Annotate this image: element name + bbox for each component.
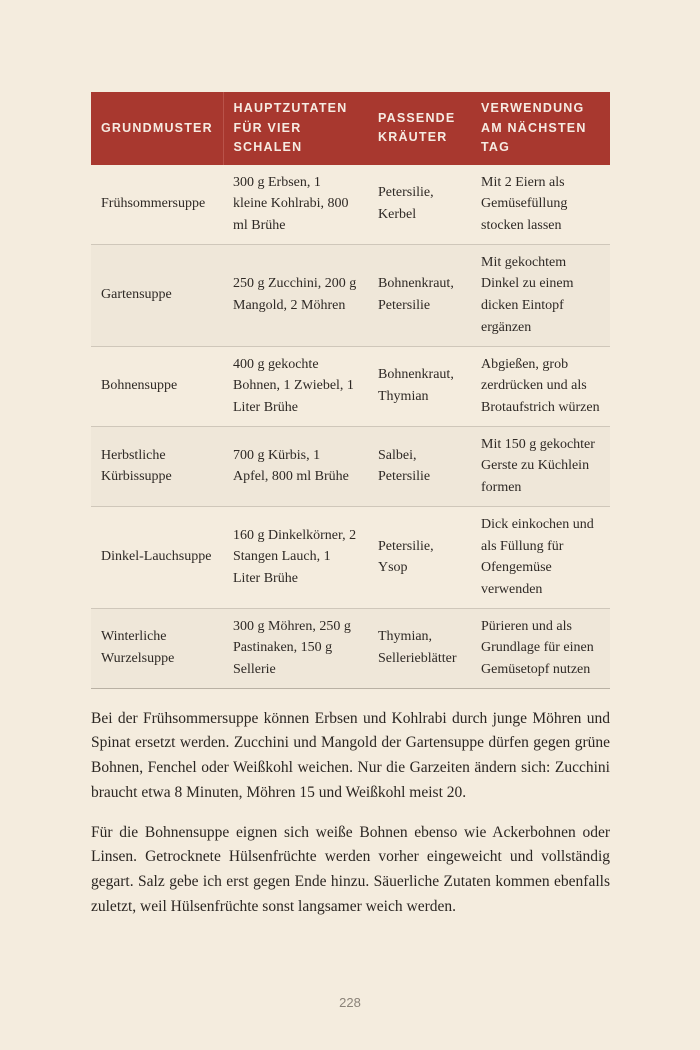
header-hauptzutaten: HAUPTZUTATEN FÜR VIER SCHALEN [223, 92, 368, 165]
cell-grundmuster: Herbstliche Kürbissuppe [91, 426, 223, 506]
paragraph: Bei der Frühsommersuppe können Erbsen und Kohlrabi durch junge Möhren und Spinat ersetzt werden. Zucchini und Mangold der Gartensuppe dürfen gegen grüne Bohnen, Fenchel oder Weißkohl weichen. Nur die Garzeiten ändern sich: Zucchini braucht etwa 8 Minuten, Möhren 15 und Weißkohl meist 20. [91, 709, 610, 801]
cell-verwendung: Mit gekochtem Dinkel zu einem dicken Eintopf ergänzen [471, 244, 610, 346]
cell-kraeuter: Petersilie, Kerbel [368, 165, 471, 245]
cell-verwendung: Pürieren und als Grundlage für einen Gemüsetopf nutzen [471, 608, 610, 688]
cell-kraeuter: Petersilie, Ysop [368, 506, 471, 608]
header-grundmuster: GRUNDMUSTER [91, 92, 223, 165]
cell-grundmuster: Bohnensuppe [91, 346, 223, 426]
cell-grundmuster: Winterliche Wurzelsuppe [91, 608, 223, 688]
cell-grundmuster: Frühsommersuppe [91, 165, 223, 245]
cell-verwendung: Dick einkochen und als Füllung für Ofengemüse verwenden [471, 506, 610, 608]
cell-verwendung: Mit 150 g gekochter Gerste zu Küchlein formen [471, 426, 610, 506]
page-number: 228 [339, 995, 361, 1010]
cell-verwendung: Mit 2 Eiern als Gemüsefüllung stocken lassen [471, 165, 610, 245]
paragraph: Für die Bohnensuppe eignen sich weiße Bohnen ebenso wie Ackerbohnen oder Linsen. Getrocknete Hülsenfrüchte werden vorher eingeweicht und vollständig gegart. Salz gebe ich erst gegen Ende hinzu. Säuerliche Zutaten kommen ebenfalls zuletzt, weil Hülsenfrüchte sonst langsamer weich werden. [91, 823, 610, 915]
header-row [91, 92, 610, 165]
cell-hauptzutaten: 250 g Zucchini, 200 g Mangold, 2 Möhren [223, 244, 368, 346]
cell-verwendung: Abgießen, grob zerdrücken und als Brotaufstrich würzen [471, 346, 610, 426]
page-content [91, 92, 610, 934]
body-text [91, 707, 610, 920]
cell-hauptzutaten: 300 g Möhren, 250 g Pastinaken, 150 g Sellerie [223, 608, 368, 688]
table-row [91, 506, 610, 608]
cell-grundmuster: Gartensuppe [91, 244, 223, 346]
cell-hauptzutaten: 300 g Erbsen, 1 kleine Kohlrabi, 800 ml Brühe [223, 165, 368, 245]
cell-kraeuter: Bohnenkraut, Petersilie [368, 244, 471, 346]
table-row [91, 244, 610, 346]
cell-grundmuster: Dinkel-Lauchsuppe [91, 506, 223, 608]
cell-hauptzutaten: 700 g Kürbis, 1 Apfel, 800 ml Brühe [223, 426, 368, 506]
header-verwendung: VERWENDUNG AM NÄCHSTEN TAG [471, 92, 610, 165]
table-row [91, 608, 610, 688]
header-kraeuter: PASSENDE KRÄUTER [368, 92, 471, 165]
cell-kraeuter: Salbei, Petersilie [368, 426, 471, 506]
table-row [91, 346, 610, 426]
cell-hauptzutaten: 160 g Dinkelkörner, 2 Stangen Lauch, 1 Liter Brühe [223, 506, 368, 608]
table-row [91, 426, 610, 506]
cell-kraeuter: Thymian, Sellerieblätter [368, 608, 471, 688]
table-row [91, 165, 610, 245]
cell-kraeuter: Bohnenkraut, Thymian [368, 346, 471, 426]
table-header [91, 92, 610, 165]
table-body [91, 165, 610, 689]
cell-hauptzutaten: 400 g gekochte Bohnen, 1 Zwiebel, 1 Liter Brühe [223, 346, 368, 426]
soup-table [91, 92, 610, 689]
